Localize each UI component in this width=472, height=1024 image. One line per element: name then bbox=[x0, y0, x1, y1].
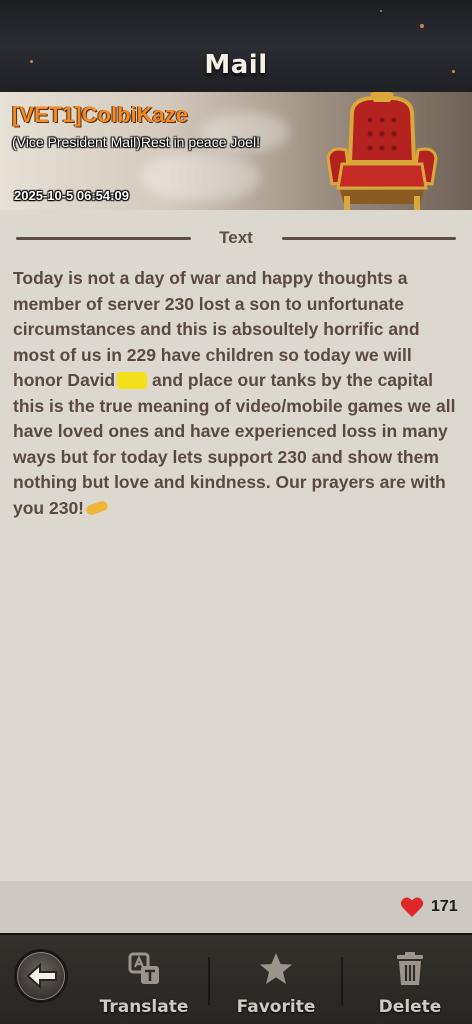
favorite-label: Favorite bbox=[236, 997, 316, 1017]
translate-button[interactable] bbox=[94, 951, 194, 1021]
redaction-mark bbox=[117, 372, 147, 389]
toolbar-divider bbox=[341, 957, 343, 1005]
like-count: 171 bbox=[431, 898, 458, 915]
page-title: Mail bbox=[204, 50, 268, 80]
trash-icon bbox=[392, 951, 428, 987]
header bbox=[0, 0, 472, 92]
mail-timestamp: 2025-10-5 06:54:09 bbox=[14, 188, 129, 203]
throne-image bbox=[314, 92, 450, 210]
favorite-button[interactable] bbox=[226, 951, 326, 1021]
delete-label: Delete bbox=[378, 997, 442, 1017]
heart-icon[interactable] bbox=[400, 896, 424, 918]
delete-button[interactable] bbox=[360, 951, 460, 1021]
mail-banner bbox=[0, 92, 472, 210]
mail-subject: (Vice President Mail)Rest in peace Joel! bbox=[12, 134, 260, 150]
mail-body-part1: Today is not a day of war and happy thoughts a member of server 230 lost a son to unfortunate circumstances and this is absoultely horrific and most of us in 229 have children so today we will honor David bbox=[13, 268, 420, 390]
back-button[interactable] bbox=[14, 949, 68, 1003]
section-label: Text bbox=[219, 228, 253, 247]
pointing-emoji-icon bbox=[85, 499, 109, 515]
translate-label: Translate bbox=[99, 997, 189, 1017]
translate-icon bbox=[126, 951, 162, 987]
toolbar-divider bbox=[208, 957, 210, 1005]
bottom-toolbar bbox=[0, 933, 472, 1024]
mail-body bbox=[13, 266, 459, 521]
mail-sender: [VET1]ColbiKaze bbox=[12, 102, 189, 127]
likes-bar bbox=[0, 881, 472, 933]
section-divider bbox=[16, 226, 456, 250]
back-arrow-icon bbox=[26, 963, 58, 989]
star-icon bbox=[258, 951, 294, 987]
mail-body-part2: and place our tanks by the capital this is the true meaning of video/mobile games we all have loved ones and have experienced loss in many ways but for today lets support 230 and show them nothing but love and kindness. Our prayers are with you 230! bbox=[13, 370, 456, 518]
